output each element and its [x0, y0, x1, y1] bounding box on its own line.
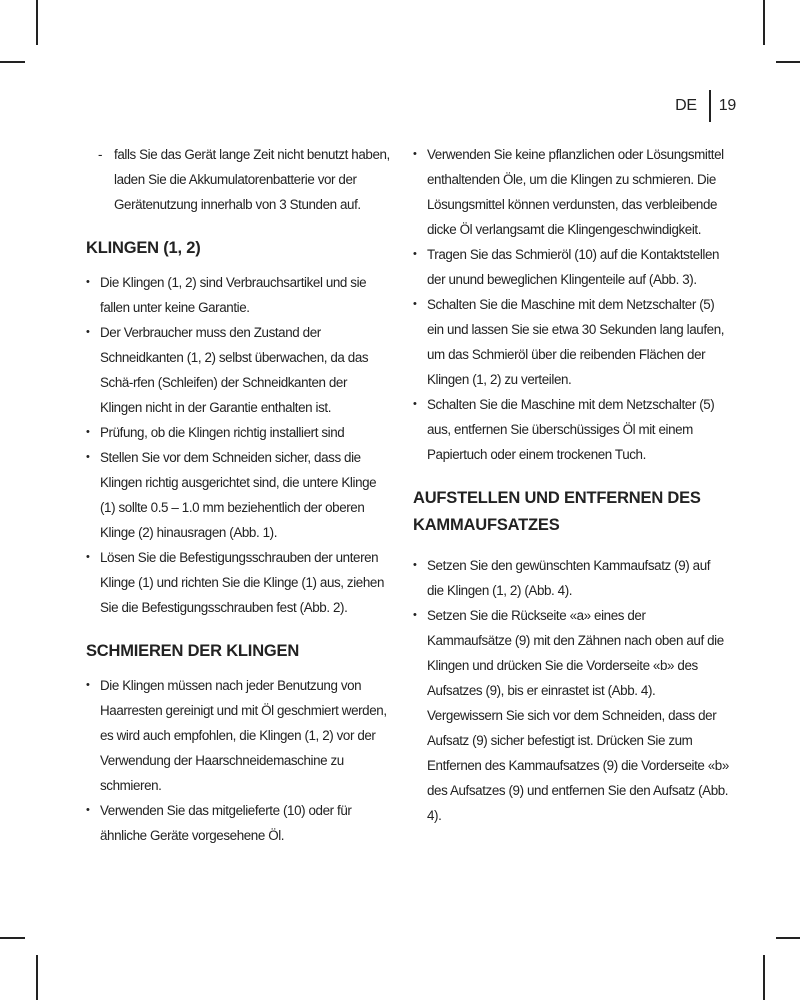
crop-mark-top-right-horizontal: [776, 61, 800, 63]
left-column: [86, 142, 390, 848]
list-item: • Lösen Sie die Befestigungsschrauben der unteren Klinge (1) und richten Sie die Klinge (1) aus, ziehen Sie die Befestigungsschrauben fest (Abb. 2).: [86, 545, 390, 620]
list-item: • Setzen Sie den gewünschten Kammaufsatz (9) auf die Klingen (1, 2) (Abb. 4).: [413, 553, 729, 603]
list-item: • Setzen Sie die Rückseite «a» eines der Kammaufsätze (9) mit den Zähnen nach oben auf die Klingen und drücken Sie die Vorderseite «b» des Aufsatzes (9), bis er einrastet ist (Abb. 4). Vergewissern Sie sich vor dem Schneiden, dass der Aufsatz (9) sicher befestigt ist. Drücken Sie zum Entfernen des Kammaufsatzes (9) die Vorderseite «b» des Aufsatzes (9) und entfernen Sie den Aufsatz (Abb. 4).: [413, 603, 729, 828]
list-item: • Der Verbraucher muss den Zustand der Schneidkanten (1, 2) selbst überwachen, da das Schä-rfen (Schleifen) der Schneidkanten der Klingen nicht in der Garantie enthalten ist.: [86, 320, 390, 420]
schmieren-list: [86, 673, 390, 848]
list-item: • Die Klingen (1, 2) sind Verbrauchsartikel und sie fallen unter keine Garantie.: [86, 270, 390, 320]
kammaufsatz-list: [413, 553, 729, 828]
list-item: • Schalten Sie die Maschine mit dem Netzschalter (5) aus, entfernen Sie überschüssiges Öl mit einem Papiertuch oder einem trockenen Tuch.: [413, 392, 729, 467]
intro-dash-item: - falls Sie das Gerät lange Zeit nicht benutzt haben, laden Sie die Akkumulatorenbatterie vor der Gerätenutzung innerhalb von 3 Stunden auf.: [86, 142, 390, 217]
list-item: • Verwenden Sie keine pflanzlichen oder Lösungsmittel enthaltenden Öle, um die Klingen zu schmieren. Die Lösungsmittel können verdunsten, das verbleibende dicke Öl verlangsamt die Klingengeschwindigkeit.: [413, 142, 729, 242]
list-item: • Schalten Sie die Maschine mit dem Netzschalter (5) ein und lassen Sie sie etwa 30 Sekunden lang laufen, um das Schmieröl über die reibenden Flächen der Klingen (1, 2) zu verteilen.: [413, 292, 729, 392]
header-divider: [709, 90, 711, 122]
page-header: [675, 90, 736, 122]
section-heading-kammaufsatz: AUFSTELLEN UND ENTFERNEN DES KAMMAUFSATZES: [413, 489, 701, 534]
crop-mark-bottom-right-vertical: [763, 955, 765, 1000]
list-item: • Prüfung, ob die Klingen richtig installiert sind: [86, 420, 390, 445]
page-number: 19: [718, 97, 736, 114]
section-heading-schmieren: SCHMIEREN DER KLINGEN: [86, 642, 300, 660]
klingen-list: [86, 270, 390, 620]
section-heading-klingen: KLINGEN (1, 2): [86, 239, 201, 257]
schmieren-list-continued: [413, 142, 729, 467]
language-code: DE: [675, 97, 697, 114]
list-item: • Tragen Sie das Schmieröl (10) auf die Kontaktstellen der unund beweglichen Klingenteile auf (Abb. 3).: [413, 242, 729, 292]
crop-mark-bottom-left-horizontal: [0, 937, 25, 939]
crop-mark-bottom-left-vertical: [36, 955, 38, 1000]
crop-mark-bottom-right-horizontal: [776, 937, 800, 939]
list-item: • Verwenden Sie das mitgelieferte (10) oder für ähnliche Geräte vorgesehene Öl.: [86, 798, 390, 848]
list-item: • Stellen Sie vor dem Schneiden sicher, dass die Klingen richtig ausgerichtet sind, die untere Klinge (1) sollte 0.5 – 1.0 mm beziehentlich der oberen Klinge (2) hinausragen (Abb. 1).: [86, 445, 390, 545]
right-column: [413, 142, 729, 828]
crop-mark-top-left-horizontal: [0, 61, 25, 63]
crop-mark-top-right-vertical: [763, 0, 765, 45]
list-item: • Die Klingen müssen nach jeder Benutzung von Haarresten gereinigt und mit Öl geschmiert werden, es wird auch empfohlen, die Klingen (1, 2) vor der Verwendung der Haarschneidemaschine zu schmieren.: [86, 673, 390, 798]
crop-mark-top-left-vertical: [36, 0, 38, 45]
